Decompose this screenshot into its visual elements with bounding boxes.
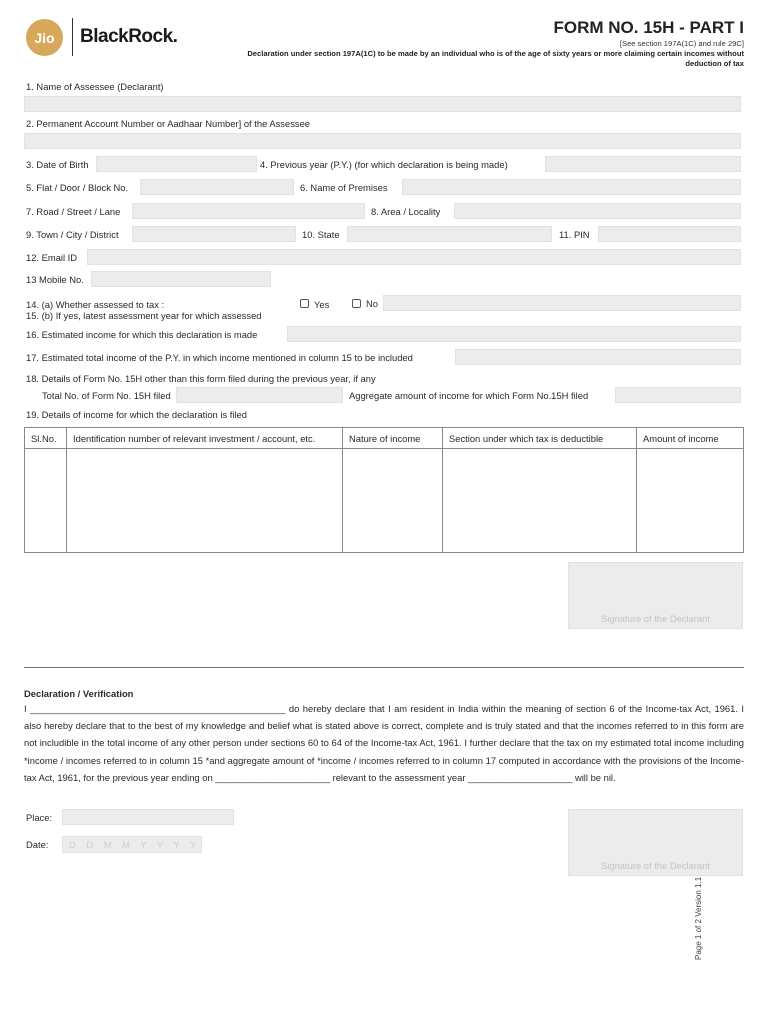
- pan-label: 2. Permanent Account Number or Aadhaar Number] of the Assessee: [26, 118, 311, 129]
- signature-box-2[interactable]: [568, 809, 743, 876]
- total-income-label: 17. Estimated total income of the P.Y. in which income mentioned in column 15 to be included: [26, 352, 413, 363]
- aggregate-amount-label: Aggregate amount of income for which Form No.15H filed: [349, 390, 589, 401]
- dob-label: 3. Date of Birth: [26, 159, 89, 170]
- area-field[interactable]: [454, 203, 741, 219]
- table-row: [25, 449, 744, 553]
- signature-label-2: Signature of the Declarant: [601, 860, 710, 871]
- email-label: 12. Email ID: [26, 252, 78, 263]
- road-label: 7. Road / Street / Lane: [26, 206, 121, 217]
- estimated-income-label: 16. Estimated income for which this declaration is made: [26, 329, 258, 340]
- dob-field[interactable]: [96, 156, 257, 172]
- declaration-heading: Declaration / Verification: [24, 688, 134, 699]
- previous-year-field[interactable]: [545, 156, 741, 172]
- town-label: 9. Town / City / District: [26, 229, 119, 240]
- jio-logo: Jio: [26, 19, 63, 56]
- date-label: Date:: [26, 839, 49, 850]
- date-field[interactable]: D D M M Y Y Y Y: [62, 836, 202, 853]
- cell-identification[interactable]: [67, 449, 343, 553]
- col-slno: Sl.No.: [25, 428, 67, 449]
- flat-label: 5. Flat / Door / Block No.: [26, 182, 129, 193]
- blackrock-logo: BlackRock.: [80, 26, 178, 47]
- place-label: Place:: [26, 812, 53, 823]
- town-field[interactable]: [132, 226, 296, 242]
- cell-section[interactable]: [443, 449, 637, 553]
- cell-slno[interactable]: [25, 449, 67, 553]
- form-title: FORM NO. 15H - PART I: [553, 18, 744, 37]
- assessed-label: 14. (a) Whether assessed to tax :: [26, 299, 165, 310]
- state-field[interactable]: [347, 226, 552, 242]
- income-table: [24, 427, 744, 553]
- email-field[interactable]: [87, 249, 741, 265]
- estimated-income-field[interactable]: [287, 326, 741, 342]
- yes-checkbox[interactable]: [300, 299, 309, 308]
- pin-label: 11. PIN: [559, 229, 590, 240]
- mobile-field[interactable]: [91, 271, 271, 287]
- col-amount: Amount of income: [637, 428, 744, 449]
- form-description: Declaration under section 197A(1C) to be made by an individual who is of the age of sixty years or more claiming certain incomes without deduction of tax: [247, 49, 744, 68]
- cell-amount[interactable]: [637, 449, 744, 553]
- no-label: No: [366, 298, 378, 309]
- previous-year-label: 4. Previous year (P.Y.) (for which declaration is being made): [260, 159, 508, 170]
- col-identification: Identification number of relevant investment / account, etc.: [67, 428, 343, 449]
- income-details-label: 19. Details of income for which the declaration is filed: [26, 409, 247, 420]
- name-field[interactable]: [24, 96, 741, 112]
- mobile-label: 13 Mobile No.: [26, 274, 84, 285]
- place-field[interactable]: [62, 809, 234, 825]
- col-section: Section under which tax is deductible: [443, 428, 637, 449]
- no-checkbox[interactable]: [352, 299, 361, 308]
- assessment-year-field[interactable]: [383, 295, 741, 311]
- road-field[interactable]: [132, 203, 365, 219]
- signature-box-1[interactable]: [568, 562, 743, 629]
- state-label: 10. State: [302, 229, 340, 240]
- signature-label-1: Signature of the Declarant: [601, 613, 710, 624]
- total-income-field[interactable]: [455, 349, 741, 365]
- declaration-text: I _________________________________________________ do hereby declare that I am resident in India within the meaning of section 6 of the Income-tax Act, 1961. I also hereby declare that to the best of my knowledge and belief what is stated above is correct, complete and is truly stated and that the incomes referred to in this form are not includible in the total income of any other person under sections 60 to 64 of the Income-tax Act, 1961. I further declare that the tax on my estimated total income including *income / incomes referred to in column 15 *and aggregate amount of *income / incomes referred to in column 17 computed in accordance with the provisions of the Income-tax Act, 1961, for the previous year ending on ______________________ relevant to the assessment year ____________________ will be nil.: [24, 703, 744, 783]
- other-forms-label: 18. Details of Form No. 15H other than this form filed during the previous year, if any: [26, 373, 376, 384]
- name-label: 1. Name of Assessee (Declarant): [26, 81, 164, 92]
- col-nature: Nature of income: [343, 428, 443, 449]
- pin-field[interactable]: [598, 226, 741, 242]
- table-header-row: [25, 428, 744, 449]
- forms-count-field[interactable]: [176, 387, 343, 403]
- assessment-year-label: 15. (b) If yes, latest assessment year for which assessed: [26, 310, 262, 321]
- pan-field[interactable]: [24, 133, 741, 149]
- premises-label: 6. Name of Premises: [300, 182, 388, 193]
- aggregate-amount-field[interactable]: [615, 387, 741, 403]
- cell-nature[interactable]: [343, 449, 443, 553]
- page-version: Page 1 of 2 Version 1.1: [694, 876, 703, 960]
- rule-reference: [See section 197A(1C) and rule 29C]: [619, 39, 744, 48]
- area-label: 8. Area / Locality: [371, 206, 441, 217]
- forms-count-label: Total No. of Form No. 15H filed: [42, 390, 171, 401]
- flat-field[interactable]: [140, 179, 294, 195]
- logo-divider: [72, 18, 73, 56]
- section-divider: [24, 667, 744, 668]
- yes-label: Yes: [314, 299, 330, 310]
- premises-field[interactable]: [402, 179, 741, 195]
